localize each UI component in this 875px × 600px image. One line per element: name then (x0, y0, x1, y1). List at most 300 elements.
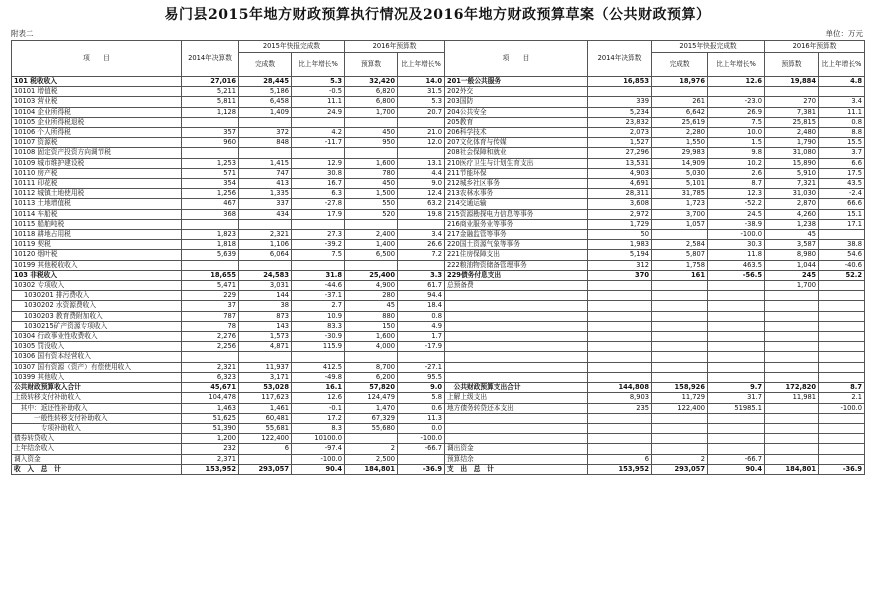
table-cell: 24.5 (708, 209, 765, 219)
table-cell: 1,470 (345, 403, 398, 413)
table-cell: -100.0 (819, 403, 865, 413)
table-cell: 4,000 (345, 342, 398, 352)
table-cell: 780 (345, 168, 398, 178)
table-cell: 245 (765, 270, 819, 280)
table-row (12, 240, 865, 250)
table-row (12, 434, 865, 444)
table-cell: 11,729 (652, 393, 708, 403)
table-cell: 467 (182, 199, 239, 209)
table-cell: 8,903 (588, 393, 652, 403)
table-row (12, 311, 865, 321)
table-cell: 10.2 (708, 158, 765, 168)
table-cell: 6,200 (345, 372, 398, 382)
table-cell: 45 (345, 301, 398, 311)
table-cell (708, 332, 765, 342)
table-cell (819, 321, 865, 331)
table-cell (708, 413, 765, 423)
table-cell: 38.8 (819, 240, 865, 250)
table-cell: 144,808 (588, 383, 652, 393)
r-item-label: 207文化体育与传媒 (445, 138, 588, 148)
table-cell: 2.7 (292, 301, 345, 311)
table-row (12, 413, 865, 423)
table-cell (819, 423, 865, 433)
table-cell: 2.6 (708, 168, 765, 178)
table-cell: 150 (345, 321, 398, 331)
table-cell: 4,691 (588, 179, 652, 189)
table-cell (398, 352, 445, 362)
table-cell: 6 (239, 444, 292, 454)
r-item-label: 上解上级支出 (445, 393, 588, 403)
header-budget: 预算数 (345, 53, 398, 77)
table-cell: 18,976 (652, 77, 708, 87)
table-row (12, 168, 865, 178)
table-cell (652, 332, 708, 342)
table-cell: 261 (652, 97, 708, 107)
table-cell: 25,619 (652, 117, 708, 127)
table-cell: 27,016 (182, 77, 239, 87)
table-cell: -23.0 (708, 97, 765, 107)
table-cell (292, 260, 345, 270)
l-item-label: 103 非税收入 (12, 270, 182, 280)
table-cell: 5,030 (652, 168, 708, 178)
table-cell (819, 434, 865, 444)
l-item-label: 公共财政预算收入合计 (12, 383, 182, 393)
table-cell (588, 321, 652, 331)
table-cell: 27,296 (588, 148, 652, 158)
table-cell (345, 434, 398, 444)
table-cell: 880 (345, 311, 398, 321)
table-cell (345, 219, 398, 229)
table-cell: 3,171 (239, 372, 292, 382)
table-cell (819, 291, 865, 301)
table-cell: 450 (345, 179, 398, 189)
table-cell: 270 (765, 97, 819, 107)
table-cell (182, 117, 239, 127)
table-cell: 5,186 (239, 87, 292, 97)
table-cell (588, 352, 652, 362)
table-cell (708, 321, 765, 331)
r-item-label: 217金融监管等事务 (445, 230, 588, 240)
l-item-label: 10108 固定资产投资方向调节税 (12, 148, 182, 158)
table-cell (819, 352, 865, 362)
table-cell (239, 260, 292, 270)
table-row (12, 230, 865, 240)
table-row (12, 393, 865, 403)
table-cell: 28,445 (239, 77, 292, 87)
l-item-label: 10114 车船税 (12, 209, 182, 219)
table-row (12, 454, 865, 464)
table-row (12, 128, 865, 138)
table-cell: 9.8 (708, 148, 765, 158)
l-item-label: 101 税收收入 (12, 77, 182, 87)
table-cell: 293,057 (239, 464, 292, 474)
table-cell (398, 454, 445, 464)
table-cell: 31,785 (652, 189, 708, 199)
l-item-label: 1030215矿产资源专项收入 (12, 321, 182, 331)
table-cell: 115.9 (292, 342, 345, 352)
table-cell: 10.0 (708, 128, 765, 138)
l-item-label: 10302 专项收入 (12, 281, 182, 291)
table-cell (345, 352, 398, 362)
table-cell (765, 352, 819, 362)
table-cell (588, 311, 652, 321)
table-cell: 1,400 (345, 240, 398, 250)
table-row (12, 423, 865, 433)
table-cell: 6,458 (239, 97, 292, 107)
table-cell: 1,238 (765, 219, 819, 229)
table-cell: -100.0 (292, 454, 345, 464)
table-cell: 21.0 (398, 128, 445, 138)
table-cell: -36.9 (398, 464, 445, 474)
table-row (12, 189, 865, 199)
table-cell: 11.1 (292, 97, 345, 107)
r-item-label: 222粮油物资储备管理事务 (445, 260, 588, 270)
l-item-label: 10118 耕地占用税 (12, 230, 182, 240)
table-cell: 19.8 (398, 209, 445, 219)
table-cell: 9.7 (708, 383, 765, 393)
table-cell: 4.4 (398, 168, 445, 178)
table-row (12, 362, 865, 372)
table-cell (345, 148, 398, 158)
table-cell (765, 403, 819, 413)
table-cell: 1,128 (182, 107, 239, 117)
r-item-label (445, 423, 588, 433)
table-cell: 15,890 (765, 158, 819, 168)
table-cell: 16,853 (588, 77, 652, 87)
table-cell: -97.4 (292, 444, 345, 454)
table-cell: 8.7 (819, 383, 865, 393)
r-item-label: 总预备费 (445, 281, 588, 291)
table-row (12, 148, 865, 158)
table-cell (765, 342, 819, 352)
table-cell (345, 260, 398, 270)
table-cell: 4.9 (398, 321, 445, 331)
header-2014-right: 2014年决算数 (588, 41, 652, 77)
report-title: 易门县2015年地方财政预算执行情况及2016年地方财政预算草案（公共财政预算） (164, 7, 711, 23)
table-cell (588, 342, 652, 352)
table-cell: 950 (345, 138, 398, 148)
table-cell: 2,500 (345, 454, 398, 464)
appendix-label: 附表二 (11, 29, 34, 38)
table-cell: 873 (239, 311, 292, 321)
table-cell (819, 444, 865, 454)
table-cell: 67,329 (345, 413, 398, 423)
table-cell: 3,587 (765, 240, 819, 250)
table-cell: 94.4 (398, 291, 445, 301)
table-cell: 5,101 (652, 179, 708, 189)
table-cell (652, 301, 708, 311)
total-row (12, 464, 865, 474)
table-cell: 2 (652, 454, 708, 464)
table-cell: 1.7 (398, 332, 445, 342)
table-cell: 7.5 (292, 250, 345, 260)
table-cell: 293,057 (652, 464, 708, 474)
r-item-label (445, 342, 588, 352)
table-cell: 5,639 (182, 250, 239, 260)
table-cell: 571 (182, 168, 239, 178)
table-cell: 26.9 (708, 107, 765, 117)
table-cell: 0.8 (398, 311, 445, 321)
header-growth: 比上年增长% (398, 53, 445, 77)
table-cell: 184,801 (345, 464, 398, 474)
table-cell: 1,573 (239, 332, 292, 342)
header-growth: 比上年增长% (819, 53, 865, 77)
r-item-label: 地方债务转贷还本支出 (445, 403, 588, 413)
table-cell (819, 281, 865, 291)
header-done: 完成数 (652, 53, 708, 77)
r-item-label (445, 413, 588, 423)
table-row (12, 158, 865, 168)
table-cell: 43.5 (819, 179, 865, 189)
table-cell: 312 (588, 260, 652, 270)
table-cell: 30.8 (292, 168, 345, 178)
table-cell: 12.6 (708, 77, 765, 87)
table-cell: 232 (182, 444, 239, 454)
table-cell (239, 454, 292, 464)
table-cell (182, 352, 239, 362)
r-item-label: 221住房保障支出 (445, 250, 588, 260)
table-cell (652, 444, 708, 454)
table-cell: 6,820 (345, 87, 398, 97)
table-cell (765, 423, 819, 433)
table-cell: -100.0 (708, 230, 765, 240)
table-cell (652, 362, 708, 372)
r-item-label: 调出资金 (445, 444, 588, 454)
table-cell (239, 219, 292, 229)
table-cell: 372 (239, 128, 292, 138)
table-cell: 57,820 (345, 383, 398, 393)
table-cell (345, 117, 398, 127)
table-cell: 1,044 (765, 260, 819, 270)
table-cell: 2.1 (819, 393, 865, 403)
table-row (12, 97, 865, 107)
table-cell: 15.1 (819, 209, 865, 219)
table-cell: 18.4 (398, 301, 445, 311)
table-cell: 11.3 (398, 413, 445, 423)
table-cell: 4.8 (819, 77, 865, 87)
table-cell (765, 362, 819, 372)
table-cell: -40.6 (819, 260, 865, 270)
l-item-label: 1030202 水资源费收入 (12, 301, 182, 311)
table-row (12, 342, 865, 352)
table-cell: 2,371 (182, 454, 239, 464)
table-cell (292, 148, 345, 158)
table-cell (588, 423, 652, 433)
header-item-right: 项 目 (445, 41, 588, 77)
table-cell: -38.9 (708, 219, 765, 229)
table-cell (765, 291, 819, 301)
table-cell: 8,700 (345, 362, 398, 372)
table-cell: 28,311 (588, 189, 652, 199)
table-cell: 1,461 (239, 403, 292, 413)
table-cell: 15.5 (819, 138, 865, 148)
r-item-label: 220国土资源气象等事务 (445, 240, 588, 250)
table-cell: -44.6 (292, 281, 345, 291)
l-item-label: 10107 资源税 (12, 138, 182, 148)
header-2015-left: 2015年快报完成数 (239, 41, 345, 53)
table-cell: 2 (345, 444, 398, 454)
table-cell (765, 321, 819, 331)
table-cell (652, 230, 708, 240)
table-cell: 104,478 (182, 393, 239, 403)
table-cell: 5,234 (588, 107, 652, 117)
table-body (12, 77, 865, 475)
table-cell (765, 87, 819, 97)
table-cell: 12.0 (398, 138, 445, 148)
r-item-label (445, 321, 588, 331)
table-cell: 9.0 (398, 383, 445, 393)
table-cell: 13,531 (588, 158, 652, 168)
table-cell (819, 230, 865, 240)
table-cell: 3.7 (819, 148, 865, 158)
l-item-label: 10306 国有资本经营收入 (12, 352, 182, 362)
table-cell (588, 372, 652, 382)
table-cell: 5,811 (182, 97, 239, 107)
table-cell: 38 (239, 301, 292, 311)
r-item-label (445, 434, 588, 444)
table-row (12, 138, 865, 148)
table-cell: 2,276 (182, 332, 239, 342)
l-item-label: 10119 契税 (12, 240, 182, 250)
table-cell: 6,800 (345, 97, 398, 107)
table-cell: 3,700 (652, 209, 708, 219)
table-cell: 5,211 (182, 87, 239, 97)
r-item-label: 215资源勘探电力信息等事务 (445, 209, 588, 219)
table-cell: -2.4 (819, 189, 865, 199)
table-cell (652, 413, 708, 423)
table-cell (819, 332, 865, 342)
r-item-label (445, 372, 588, 382)
table-cell (708, 444, 765, 454)
table-cell: 17.9 (292, 209, 345, 219)
table-cell: 153,952 (588, 464, 652, 474)
l-item-label: 10113 土地增值税 (12, 199, 182, 209)
table-cell: 2,321 (239, 230, 292, 240)
table-cell: -30.9 (292, 332, 345, 342)
table-row (12, 372, 865, 382)
r-item-label: 214交通运输 (445, 199, 588, 209)
table-row (12, 250, 865, 260)
table-cell (652, 342, 708, 352)
table-cell: 1,415 (239, 158, 292, 168)
table-row (12, 199, 865, 209)
table-cell: 17.1 (819, 219, 865, 229)
table-cell: 1,057 (652, 219, 708, 229)
l-item-label: 10103 营业税 (12, 97, 182, 107)
table-cell: 229 (182, 291, 239, 301)
table-cell: 25,815 (765, 117, 819, 127)
table-cell: 31.5 (398, 87, 445, 97)
table-cell: 1,253 (182, 158, 239, 168)
table-cell (588, 413, 652, 423)
table-cell: 520 (345, 209, 398, 219)
table-cell (708, 423, 765, 433)
table-cell: 1,758 (652, 260, 708, 270)
table-cell: 1,700 (765, 281, 819, 291)
table-cell (652, 434, 708, 444)
table-cell: 161 (652, 270, 708, 280)
table-cell (398, 148, 445, 158)
table-cell: 450 (345, 128, 398, 138)
l-item-label: 10112 城镇土地使用税 (12, 189, 182, 199)
table-cell (239, 148, 292, 158)
table-cell: 8,980 (765, 250, 819, 260)
table-row (12, 332, 865, 342)
l-item-label: 10199 其他税收收入 (12, 260, 182, 270)
table-cell: 8.7 (708, 179, 765, 189)
table-cell: 6,642 (652, 107, 708, 117)
table-cell (819, 372, 865, 382)
r-item-label: 229债务付息支出 (445, 270, 588, 280)
table-cell: -52.2 (708, 199, 765, 209)
table-cell: 66.6 (819, 199, 865, 209)
l-item-label: 专项补助收入 (12, 423, 182, 433)
l-item-label: 10106 个人所得税 (12, 128, 182, 138)
table-cell: 144 (239, 291, 292, 301)
table-cell: 6 (588, 454, 652, 464)
table-cell: 124,479 (345, 393, 398, 403)
table-cell: 550 (345, 199, 398, 209)
table-cell (588, 362, 652, 372)
table-cell: 2,256 (182, 342, 239, 352)
table-cell: 24.9 (292, 107, 345, 117)
table-cell (652, 423, 708, 433)
table-cell: 787 (182, 311, 239, 321)
table-cell: 354 (182, 179, 239, 189)
table-cell: 0.8 (819, 117, 865, 127)
table-cell: 1,823 (182, 230, 239, 240)
table-row (12, 219, 865, 229)
table-cell: 1,983 (588, 240, 652, 250)
l-item-label: 10111 印花税 (12, 179, 182, 189)
table-cell (652, 372, 708, 382)
table-row (12, 281, 865, 291)
table-row (12, 77, 865, 87)
table-cell: 2,321 (182, 362, 239, 372)
header-2015-right: 2015年快报完成数 (652, 41, 765, 53)
r-item-label: 205教育 (445, 117, 588, 127)
table-cell: 1,256 (182, 189, 239, 199)
r-item-label (445, 301, 588, 311)
table-cell: 5,807 (652, 250, 708, 260)
table-row (12, 321, 865, 331)
table-cell: 10.9 (292, 311, 345, 321)
table-cell: 1,600 (345, 158, 398, 168)
table-cell: 12.4 (398, 189, 445, 199)
table-cell: 6,323 (182, 372, 239, 382)
table-cell (819, 362, 865, 372)
budget-table (11, 40, 865, 475)
header-item-left: 项 目 (12, 41, 182, 77)
table-cell: 6.6 (819, 158, 865, 168)
table-row (12, 260, 865, 270)
table-cell: 78 (182, 321, 239, 331)
table-cell (708, 352, 765, 362)
r-item-label: 204公共安全 (445, 107, 588, 117)
table-cell: 63.2 (398, 199, 445, 209)
table-row (12, 179, 865, 189)
table-cell: 5,194 (588, 250, 652, 260)
table-cell: 4.2 (292, 128, 345, 138)
table-row (12, 352, 865, 362)
table-cell: 5,471 (182, 281, 239, 291)
table-cell: -66.7 (398, 444, 445, 454)
l-item-label: 10105 企业所得税退税 (12, 117, 182, 127)
table-cell: 23,832 (588, 117, 652, 127)
table-cell: 24,583 (239, 270, 292, 280)
table-cell (588, 281, 652, 291)
r-item-label: 208社会保障和就业 (445, 148, 588, 158)
